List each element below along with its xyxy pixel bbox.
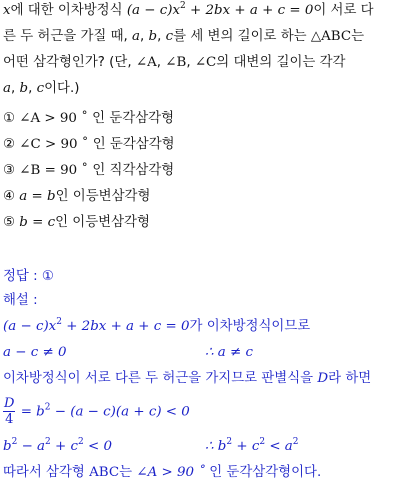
var-b: b	[19, 81, 29, 96]
question-line-4	[3, 80, 79, 98]
choice-math: ∠A > 90 ˚	[19, 111, 88, 126]
choice-number: ①	[3, 111, 16, 126]
choice-number: ⑤	[3, 215, 16, 230]
var-c: c	[165, 29, 174, 44]
answer-label: 정답 : ①	[3, 269, 54, 284]
solution-step-4	[3, 396, 190, 428]
choice-math: a = b	[19, 189, 56, 204]
question-text: 는	[351, 29, 365, 44]
exponent: 2	[78, 437, 84, 447]
angle-a: ∠A	[135, 55, 157, 70]
choice-math: ∠B = 90 ˚	[19, 163, 89, 178]
choice-number: ③	[3, 163, 16, 178]
solution-math: < a	[265, 439, 293, 454]
question-text: 에 대한 이차방정식	[10, 3, 127, 18]
solution-conclusion	[3, 464, 321, 482]
solution-step-5	[3, 438, 112, 456]
choice-text: 인 이등변삼각형	[55, 215, 150, 230]
triangle-abc: ABC	[89, 465, 120, 480]
choice-text: 인 둔각삼각형	[87, 111, 175, 126]
solution-text: 따라서 삼각형	[3, 465, 90, 480]
exponent: 2	[56, 317, 62, 327]
question-text: 의 대변의 길이는 각각	[216, 55, 346, 70]
comma: ,	[186, 55, 195, 70]
equation-rest: + 2bx + a + c = 0	[185, 3, 314, 18]
solution-math: + 2bx + a + c = 0	[61, 319, 190, 334]
solution-math: a − c ≠ 0	[3, 345, 67, 360]
comma: ,	[28, 81, 37, 96]
solution-math: + c	[50, 439, 78, 454]
solution-math: < 0	[83, 439, 112, 454]
choice-4[interactable]	[3, 188, 150, 206]
question-text: 이 서로 다	[313, 3, 374, 18]
solution-step-1	[3, 318, 310, 336]
solution-math: (a − c)x	[3, 319, 57, 334]
solution-math: − a	[17, 439, 46, 454]
solution-math: + c	[232, 439, 260, 454]
choice-3[interactable]	[3, 162, 174, 180]
discriminant-symbol: D	[317, 371, 329, 386]
choice-text: 인 이등변삼각형	[55, 189, 151, 204]
solution-step-2-therefore	[205, 344, 253, 362]
explanation-label: 해설 :	[3, 293, 38, 308]
comma: ,	[156, 55, 166, 70]
exponent: 2	[226, 437, 233, 447]
solution-step-3	[3, 370, 371, 388]
choice-2[interactable]	[3, 136, 175, 154]
solution-math: ∴ a ≠ c	[205, 345, 253, 360]
choice-math: b = c	[19, 215, 56, 230]
exponent: 2	[259, 437, 266, 447]
angle-b: ∠B	[165, 55, 187, 70]
question-text: 어떤 삼각형인가? (단,	[3, 55, 136, 70]
choice-text: 인 직각삼각형	[88, 163, 175, 178]
triangle-abc: △ABC	[310, 29, 352, 44]
choice-text: 인 둔각삼각형	[88, 137, 175, 152]
choice-1[interactable]	[3, 110, 174, 128]
comma: ,	[140, 29, 149, 44]
fraction-denominator: 4	[5, 412, 14, 427]
exponent: 2	[11, 437, 18, 447]
exponent: 2	[45, 437, 51, 447]
comma: ,	[157, 29, 166, 44]
var-a: a	[132, 29, 141, 44]
question-text: 른 두 허근을 가질 때,	[3, 29, 133, 44]
choice-number: ④	[3, 189, 16, 204]
question-line-1	[3, 2, 374, 20]
var-a: a	[3, 81, 11, 96]
comma: ,	[10, 81, 20, 96]
solution-math: = b	[16, 404, 45, 420]
var-c: c	[36, 81, 45, 96]
question-line-3	[3, 54, 345, 72]
exponent: 2	[292, 437, 299, 447]
solution-math: ∠A > 90 ˚	[136, 465, 205, 480]
fraction-numerator: D	[4, 396, 15, 411]
exponent: 2	[180, 1, 186, 11]
solution-math: − (a − c)(a + c) < 0	[50, 404, 190, 420]
question-line-2	[3, 28, 364, 46]
solution-math: ∴ b	[205, 439, 227, 454]
question-text: 이다.)	[44, 81, 80, 96]
choice-math: ∠C > 90 ˚	[19, 137, 89, 152]
fraction-d-over-4	[3, 396, 15, 427]
choice-number: ②	[3, 137, 16, 152]
question-text: 를 세 변의 길이로 하는	[173, 29, 311, 44]
solution-step-5-therefore	[205, 438, 299, 456]
var-x: x	[3, 3, 11, 18]
solution-text: 는	[119, 465, 137, 480]
solution-text: 이차방정식이 서로 다른 두 허근을 가지므로 판별식을	[3, 371, 318, 386]
exponent: 2	[44, 402, 51, 413]
solution-math: b	[3, 439, 12, 454]
angle-c: ∠C	[194, 55, 217, 70]
solution-step-2	[3, 344, 66, 362]
var-b: b	[148, 29, 158, 44]
choice-5[interactable]	[3, 214, 150, 232]
solution-text: 가 이차방정식이므로	[189, 319, 311, 334]
solution-text: 라 하면	[328, 371, 372, 386]
solution-text: 인 둔각삼각형이다.	[204, 465, 322, 480]
equation: (a − c)x	[126, 3, 181, 18]
